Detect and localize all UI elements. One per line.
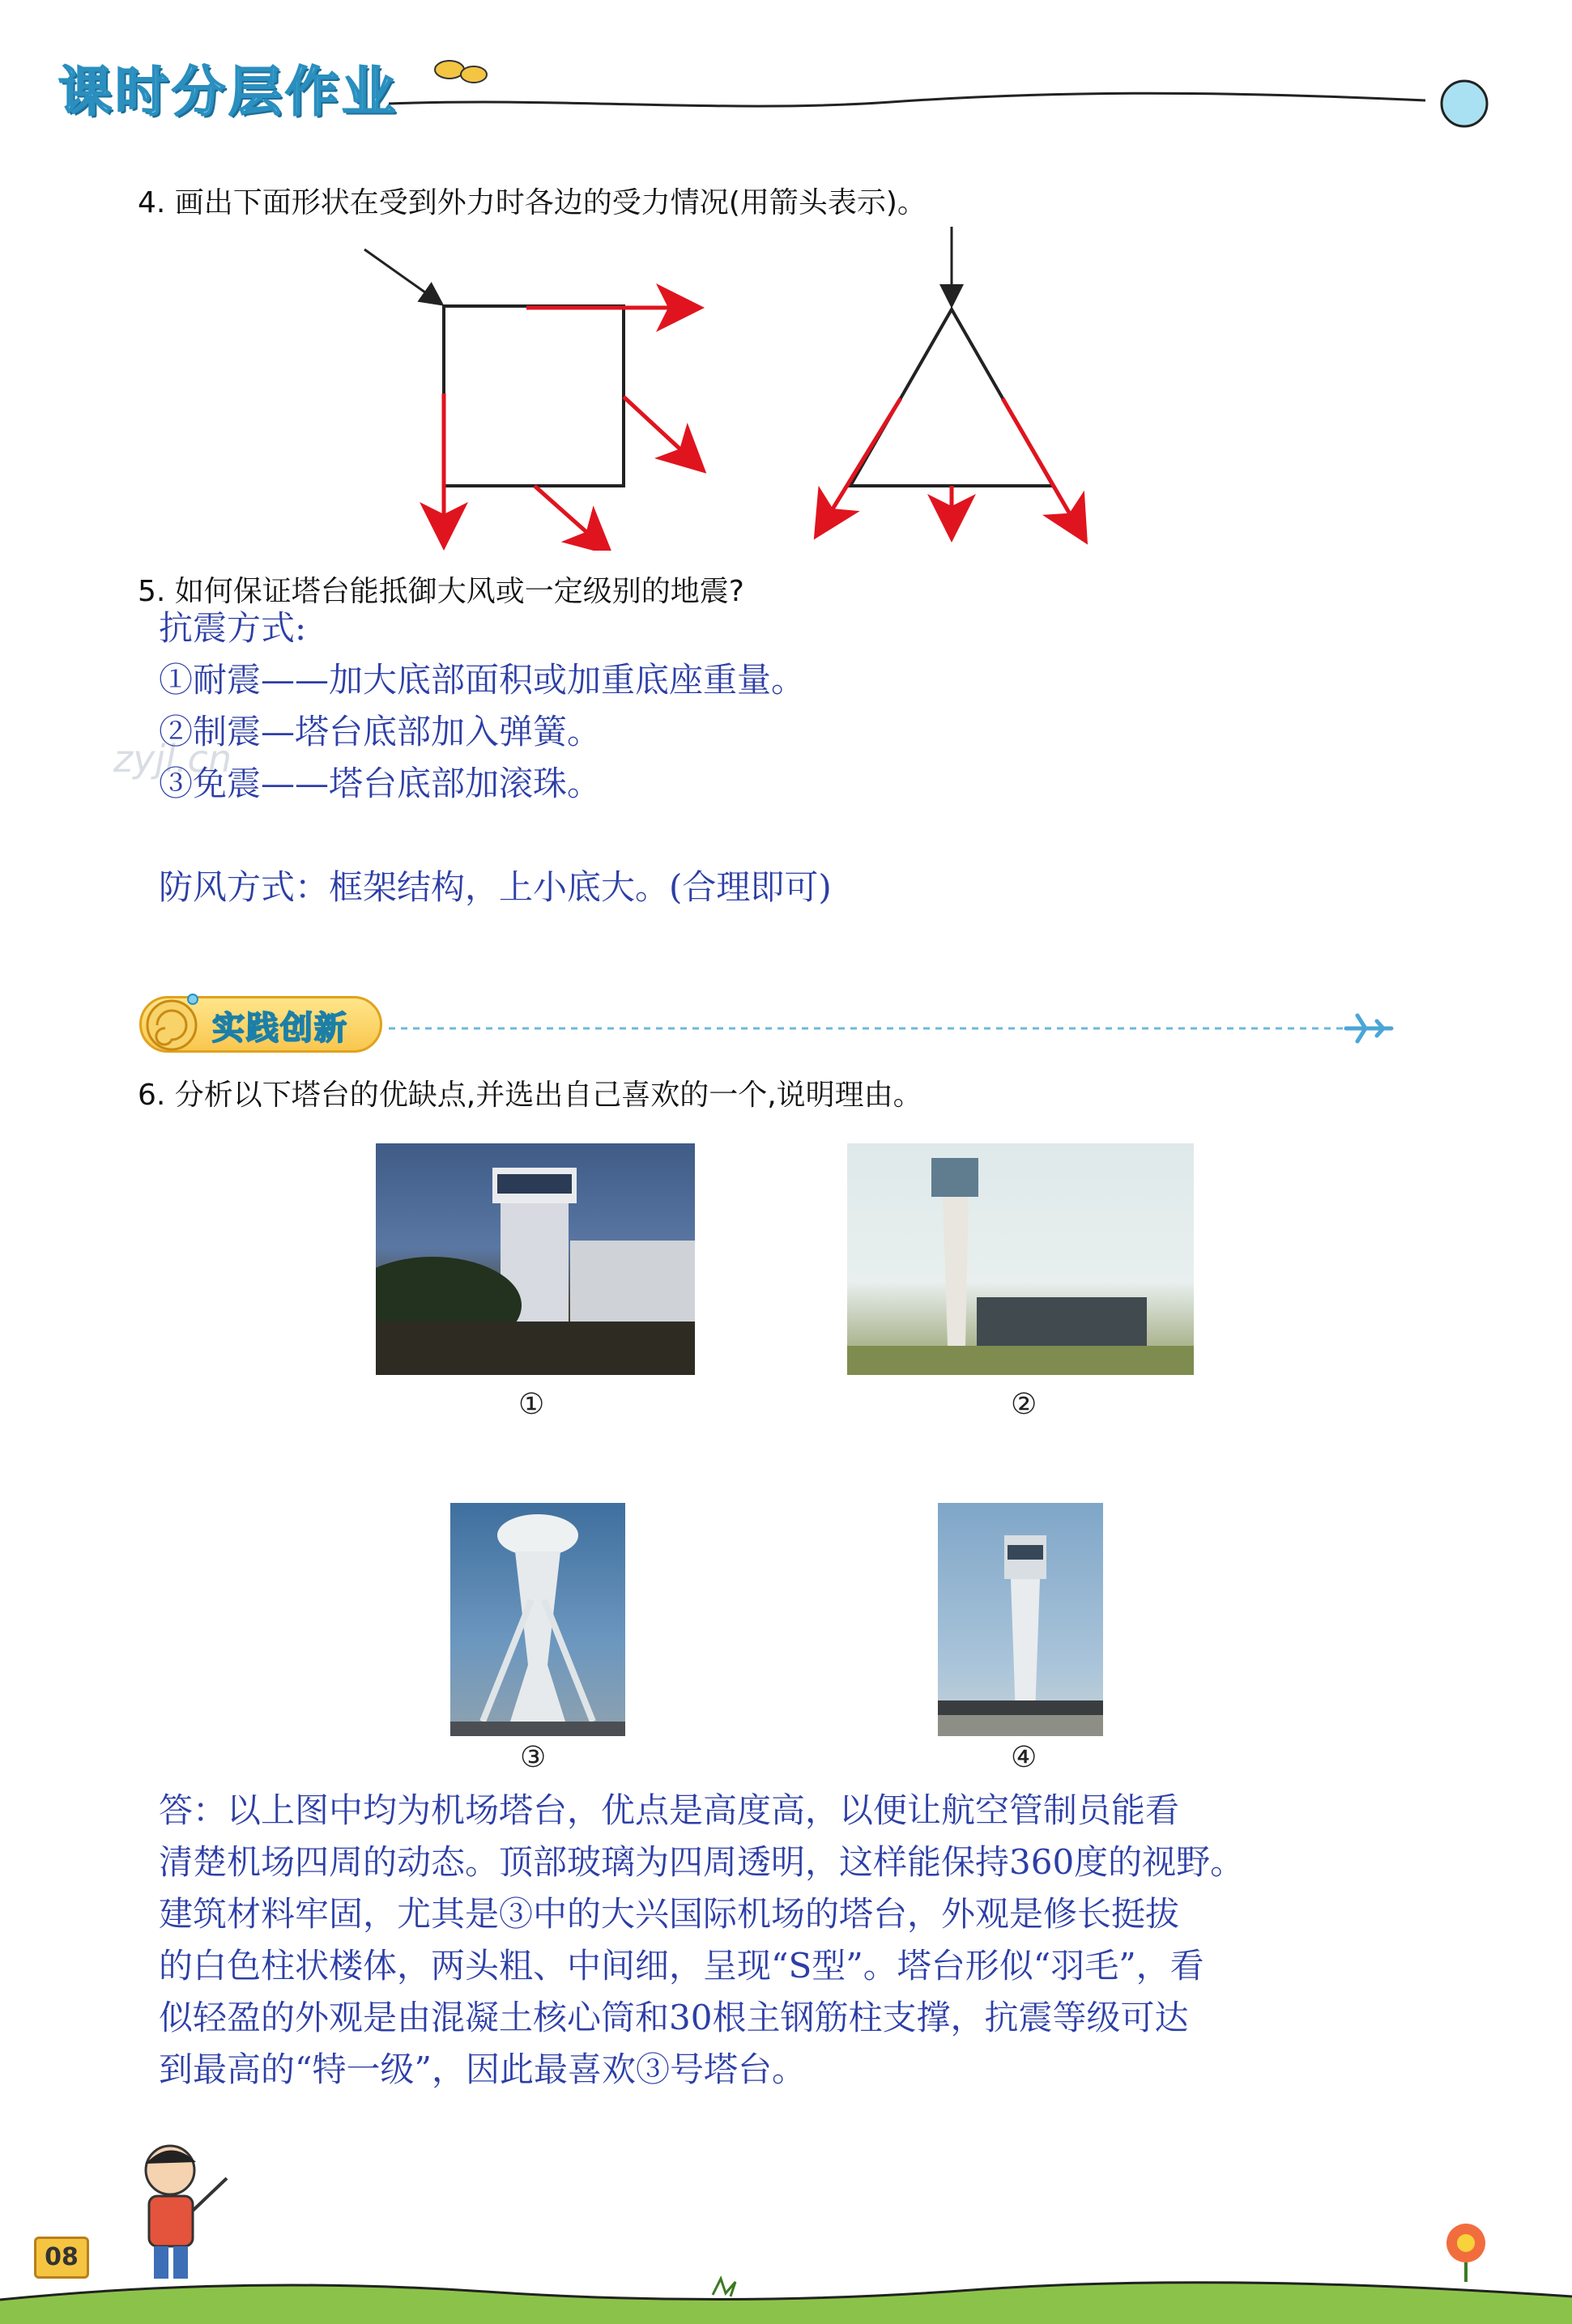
question-6: 6. 分析以下塔台的优缺点,并选出自己喜欢的一个,说明理由。 bbox=[138, 1079, 922, 1112]
tower-photo-2 bbox=[847, 1143, 1194, 1375]
page-number: 08 bbox=[34, 2237, 89, 2279]
q6-answer-line-3: 建筑材料牢固，尤其是③中的大兴国际机场的塔台，外观是修长挺拔 bbox=[159, 1894, 1180, 1934]
q5-answer-line-5: 防风方式：框架结构，上小底大。(合理即可) bbox=[159, 867, 832, 907]
triangle-shape bbox=[818, 227, 1084, 538]
butterfly-icon bbox=[435, 61, 487, 83]
q5-answer-line-2: ①耐震——加大底部面积或加重底座重量。 bbox=[159, 660, 806, 700]
q6-answer-line-2: 清楚机场四周的动态。顶部玻璃为四周透明，这样能保持360度的视野。 bbox=[159, 1842, 1245, 1882]
square-shape bbox=[364, 249, 701, 551]
q5-answer-line-4: ③免震——塔台底部加滚珠。 bbox=[159, 764, 602, 803]
caption-3: ③ bbox=[520, 1741, 547, 1774]
watermark: zyjl.cn bbox=[113, 737, 232, 781]
header-title: 课时分层作业 bbox=[58, 61, 398, 123]
caption-1: ① bbox=[518, 1388, 545, 1421]
question-5: 5. 如何保证塔台能抵御大风或一定级别的地震? bbox=[138, 575, 744, 608]
caption-4: ④ bbox=[1011, 1741, 1037, 1774]
question-4: 4. 画出下面形状在受到外力时各边的受力情况(用箭头表示)。 bbox=[138, 186, 927, 219]
section-divider bbox=[389, 1012, 1409, 1045]
boy-illustration bbox=[121, 2138, 243, 2284]
q6-answer-line-4: 的白色柱状楼体，两头粗、中间细，呈现“S型”。塔台形似“羽毛”，看 bbox=[159, 1946, 1204, 1986]
force-diagram bbox=[340, 211, 1150, 551]
q6-answer-line-6: 到最高的“特一级”，因此最喜欢③号塔台。 bbox=[159, 2049, 806, 2089]
tower-photo-1 bbox=[376, 1143, 695, 1375]
q6-answer-line-5: 似轻盈的外观是由混凝土核心筒和30根主钢筋柱支撑，抗震等级可达 bbox=[159, 1998, 1189, 2037]
caption-2: ② bbox=[1011, 1388, 1037, 1421]
q5-answer-line-1: 抗震方式: bbox=[159, 608, 307, 648]
flower-icon bbox=[1438, 2219, 1495, 2284]
q6-answer-line-1: 答：以上图中均为机场塔台，优点是高度高，以便让航空管制员能看 bbox=[159, 1790, 1180, 1830]
q5-answer-line-3: ②制震—塔台底部加入弹簧。 bbox=[159, 712, 602, 751]
section-title: 实践创新 bbox=[212, 1010, 348, 1047]
tower-photo-3 bbox=[450, 1503, 625, 1736]
snail-icon bbox=[136, 985, 209, 1058]
tower-photo-4 bbox=[938, 1503, 1103, 1736]
airplane-icon bbox=[1346, 1015, 1391, 1041]
